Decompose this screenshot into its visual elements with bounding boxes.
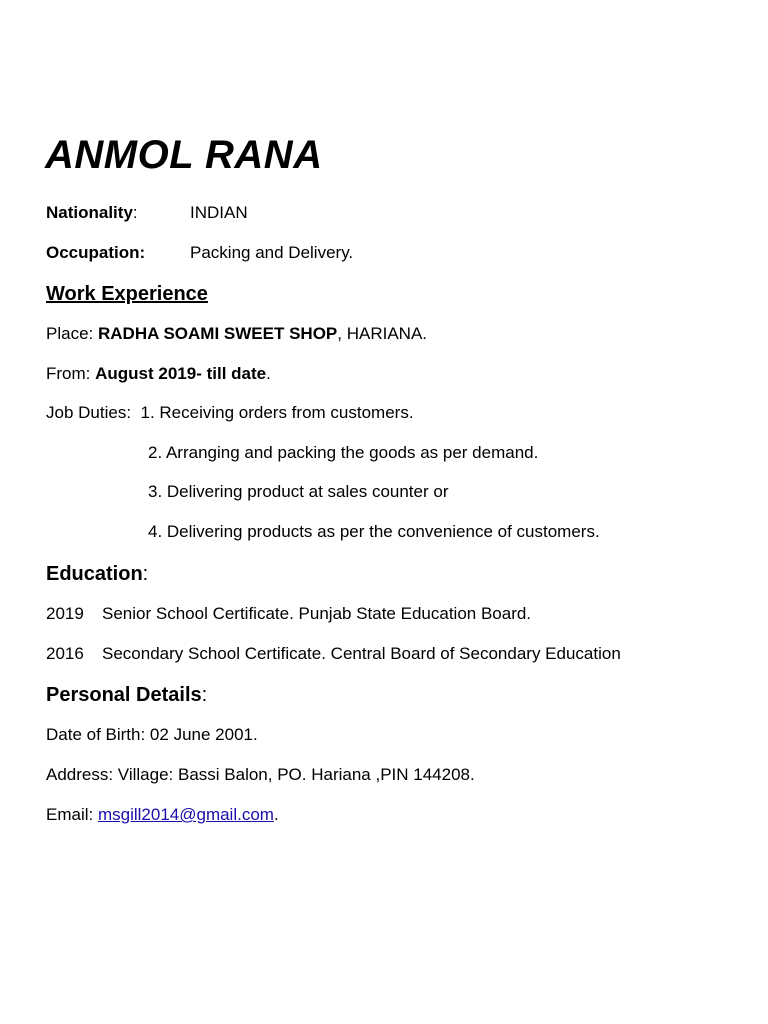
personal-details-heading: Personal Details [46, 684, 202, 706]
candidate-name: ANMOL RANA [45, 133, 323, 177]
place-name: RADHA SOAMI SWEET SHOP [97, 324, 338, 343]
education-colon: : [142, 563, 149, 585]
nationality-colon: : [132, 203, 138, 222]
occupation-row [46, 242, 353, 264]
job-duties-label: Job Duties: [46, 403, 132, 422]
duty-item: 1. Receiving orders from customers. [140, 403, 414, 422]
nationality-label: Nationality [46, 203, 133, 222]
from-label: From: [46, 364, 91, 383]
education-heading: Education [46, 563, 143, 585]
job-duties-row [46, 402, 414, 424]
email-label: Email: [46, 805, 94, 824]
education-year: 2019 [46, 604, 84, 623]
email-row [46, 804, 279, 826]
occupation-label: Occupation: [46, 243, 146, 262]
place-label: Place: [46, 324, 94, 343]
duty-item: 4. Delivering products as per the convenience of customers. [148, 522, 600, 541]
nationality-row [46, 202, 248, 224]
place-row [46, 323, 427, 345]
education-text: Senior School Certificate. Punjab State Education Board. [102, 604, 532, 623]
nationality-value: INDIAN [190, 203, 248, 222]
address: Address: Village: Bassi Balon, PO. Hariana ,PIN 144208. [46, 765, 475, 784]
email-link[interactable]: msgill2014@gmail.com [97, 805, 274, 824]
place-location: , HARIANA. [337, 324, 428, 343]
work-experience-heading: Work Experience [46, 283, 208, 305]
from-period: August 2019- till date [95, 364, 267, 383]
personal-heading-row [46, 682, 207, 708]
education-item [46, 603, 531, 625]
occupation-value: Packing and Delivery. [190, 243, 354, 262]
personal-colon: : [201, 684, 208, 706]
education-item [46, 643, 621, 665]
date-of-birth: Date of Birth: 02 June 2001. [46, 725, 258, 744]
duty-item: 2. Arranging and packing the goods as per demand. [148, 443, 539, 462]
education-heading-row [46, 561, 148, 587]
education-year: 2016 [46, 644, 84, 663]
from-trail: . [266, 364, 271, 383]
from-row [46, 363, 271, 385]
duty-item: 3. Delivering product at sales counter or [148, 482, 449, 501]
education-text: Secondary School Certificate. Central Board of Secondary Education [102, 644, 621, 663]
email-trail: . [273, 805, 279, 824]
